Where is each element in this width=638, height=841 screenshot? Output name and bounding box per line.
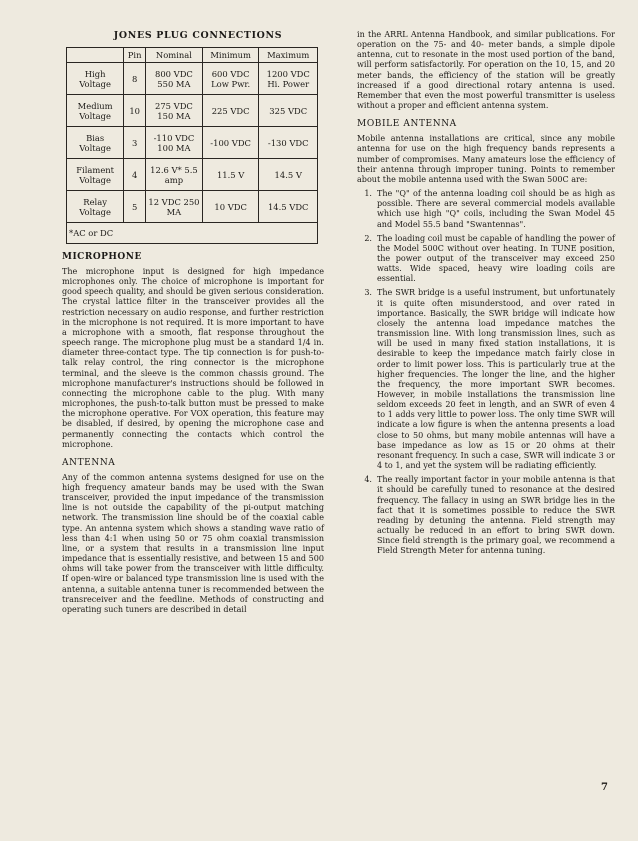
table-cell: 600 VDC Low Pwr. (202, 63, 259, 95)
table-row (67, 159, 318, 191)
list-item-text: The SWR bridge is a useful instrument, but unfortunately it is quite often misunderstood, and over rated in importance. Basically, the SWR bridge will indicate how closely the antenna load impedance matches the transmission line. With long transmission lines, such as will be used in many fixed station installations, it is desirable to keep the impedance match fairly close in order to limit power loss. This is particularly true at the higher frequencies. The longer the line, and the higher the frequency, the more important SWR becomes. However, in mobile installations the transmission line seldom exceeds 20 feet in length, and an SWR of even 4 to 1 adds very little to power loss. The only time SWR will indicate a low figure is when the antenna presents a load close to 50 ohms, but many mobile antennas will have a base impedance as low as 15 or 20 ohms at their resonant frequency. In such a case, SWR will indicate 3 or 4 to 1, and yet the system will be radiating efficiently. (377, 288, 615, 471)
table-cell: 14.5 V (259, 159, 318, 191)
table-title: JONES PLUG CONNECTIONS (113, 30, 283, 41)
table-note-row (67, 223, 318, 244)
table-cell: 14.5 VDC (259, 191, 318, 223)
list-item-number: 1. (364, 189, 372, 199)
list-item-number: 3. (364, 288, 372, 298)
table-cell: 10 VDC (202, 191, 259, 223)
table-row (67, 95, 318, 127)
microphone-heading: MICROPHONE (62, 252, 142, 262)
header-cell: Pin (124, 48, 146, 63)
table-cell: 325 VDC (259, 95, 318, 127)
table-cell: 12 VDC 250 MA (146, 191, 203, 223)
table-cell: Relay Voltage (67, 191, 124, 223)
table-cell: 11.5 V (202, 159, 259, 191)
mobile-antenna-heading: MOBILE ANTENNA (357, 119, 457, 130)
list-item (357, 288, 615, 471)
table-cell: -100 VDC (202, 127, 259, 159)
table-cell: -110 VDC 100 MA (146, 127, 203, 159)
table-cell: Medium Voltage (67, 95, 124, 127)
list-item-number: 4. (364, 475, 372, 485)
list-item-text: The loading coil must be capable of handling the power of the Model 500C without over heating. In TUNE position, the power output of the transceiver may exceed 250 watts. Wide spaced, heavy wire loading coils are essential. (377, 233, 615, 284)
table-cell: -130 VDC (259, 127, 318, 159)
list-item-text: The really important factor in your mobile antenna is that it should be carefully tuned to resonance at the desired frequency. The fallacy in using an SWR bridge lies in the fact that it is sometimes possible to reduce the SWR reading by detuning the antenna. Field strength may actually be reduced in an effort to bring SWR down. Since field strength is the primary goal, we recommend a Field Strength Meter for antenna tuning. (377, 475, 615, 556)
table-cell: Bias Voltage (67, 127, 124, 159)
mobile-antenna-paragraph: Mobile antenna installations are critical, since any mobile antenna for use on the high frequency bands represents a number of compromises. Many amateurs lose the efficiency of their antenna through improper tuning. Points to remember about the mobile antenna used with the Swan 500C are: (357, 134, 615, 184)
antenna-paragraph: Any of the common antenna systems designed for use on the high frequency amateur bands may be used with the Swan transceiver, provided the input impedance of the transmission line is not outside the capability of the pi-output matching network. The transmission line should be of the coaxial cable type. An antenna system which shows a standing wave ratio of less than 4:1 when using 50 or 75 ohm coaxial transmission line, or a system that results in a transmission line input impedance that is essentially resistive, and between 15 and 500 ohms will take power from the transceiver with little difficulty. If open-wire or balanced type transmission line is used with the antenna, a suitable antenna tuner is recommended between the transreceiver and the feedline. Methods of constructing and operating such tuners are described in detail (62, 472, 324, 614)
microphone-paragraph: The microphone input is designed for high impedance microphones only. The choice of microphone is important for good speech quality, and should be given serious consideration. The crystal lattice filter in the transceiver provides all the restriction necessary on audio response, and further restriction in the microphone is not required. It is more important to have a microphone with a smooth, flat response throughout the speech range. The microphone plug must be a standard 1/4 in. diameter three-contact type. The tip connection is for push-to-talk relay control, the ring connector is the microphone terminal, and the sleeve is the common chassis ground. The microphone manufacturer's instructions should be followed in connecting the microphone cable to the plug. With many microphones, the push-to-talk button must be pressed to make the microphone operative. For VOX operation, this feature may be disabled, if desired, by opening the microphone case and permanently connecting the contacts which control the microphone. (62, 267, 324, 449)
table-cell: 10 (124, 95, 146, 127)
table-cell: 4 (124, 159, 146, 191)
antenna-heading: ANTENNA (62, 457, 116, 468)
table-cell: 8 (124, 63, 146, 95)
mobile-antenna-list (357, 189, 615, 556)
table-cell: 225 VDC (202, 95, 259, 127)
header-cell (67, 48, 124, 63)
table-header-row (67, 48, 318, 63)
list-item-number: 2. (364, 233, 372, 243)
jones-plug-table (66, 47, 318, 244)
list-item (357, 234, 615, 285)
table-cell: 5 (124, 191, 146, 223)
list-item (357, 189, 615, 230)
table-cell: 275 VDC 150 MA (146, 95, 203, 127)
header-cell: Nominal (146, 48, 203, 63)
list-item-text: The "Q" of the antenna loading coil should be as high as possible. There are several commercial models available which use high "Q" coils, including the Swan Model 45 and Model 55.5 band "Swantennas". (377, 189, 615, 229)
table-cell: High Voltage (67, 63, 124, 95)
antenna-continued-paragraph: in the ARRL Antenna Handbook, and similar publications. For operation on the 75- and 40- meter bands, a simple dipole antenna, cut to resonate in the most used portion of the band, will perform satisfactorily. For operation on the 10, 15, and 20 meter bands, the efficiency of the station will be greatly increased if a good directional rotary antenna is used. Remember that even the most powerful transmitter is useless without a proper and efficient antenna system. (357, 30, 615, 111)
table-cell: 1200 VDC Hi. Power (259, 63, 318, 95)
table-cell: 12.6 V* 5.5 amp (146, 159, 203, 191)
table-row (67, 191, 318, 223)
left-column (62, 30, 324, 615)
table-footnote: *AC or DC (67, 223, 318, 244)
page-number: 7 (601, 782, 608, 793)
header-cell: Minimum (202, 48, 259, 63)
list-item (357, 475, 615, 556)
table-cell: 800 VDC 550 MA (146, 63, 203, 95)
table-cell: Filament Voltage (67, 159, 124, 191)
right-column (357, 30, 615, 561)
table-row (67, 63, 318, 95)
header-cell: Maximum (259, 48, 318, 63)
table-row (67, 127, 318, 159)
table-cell: 3 (124, 127, 146, 159)
